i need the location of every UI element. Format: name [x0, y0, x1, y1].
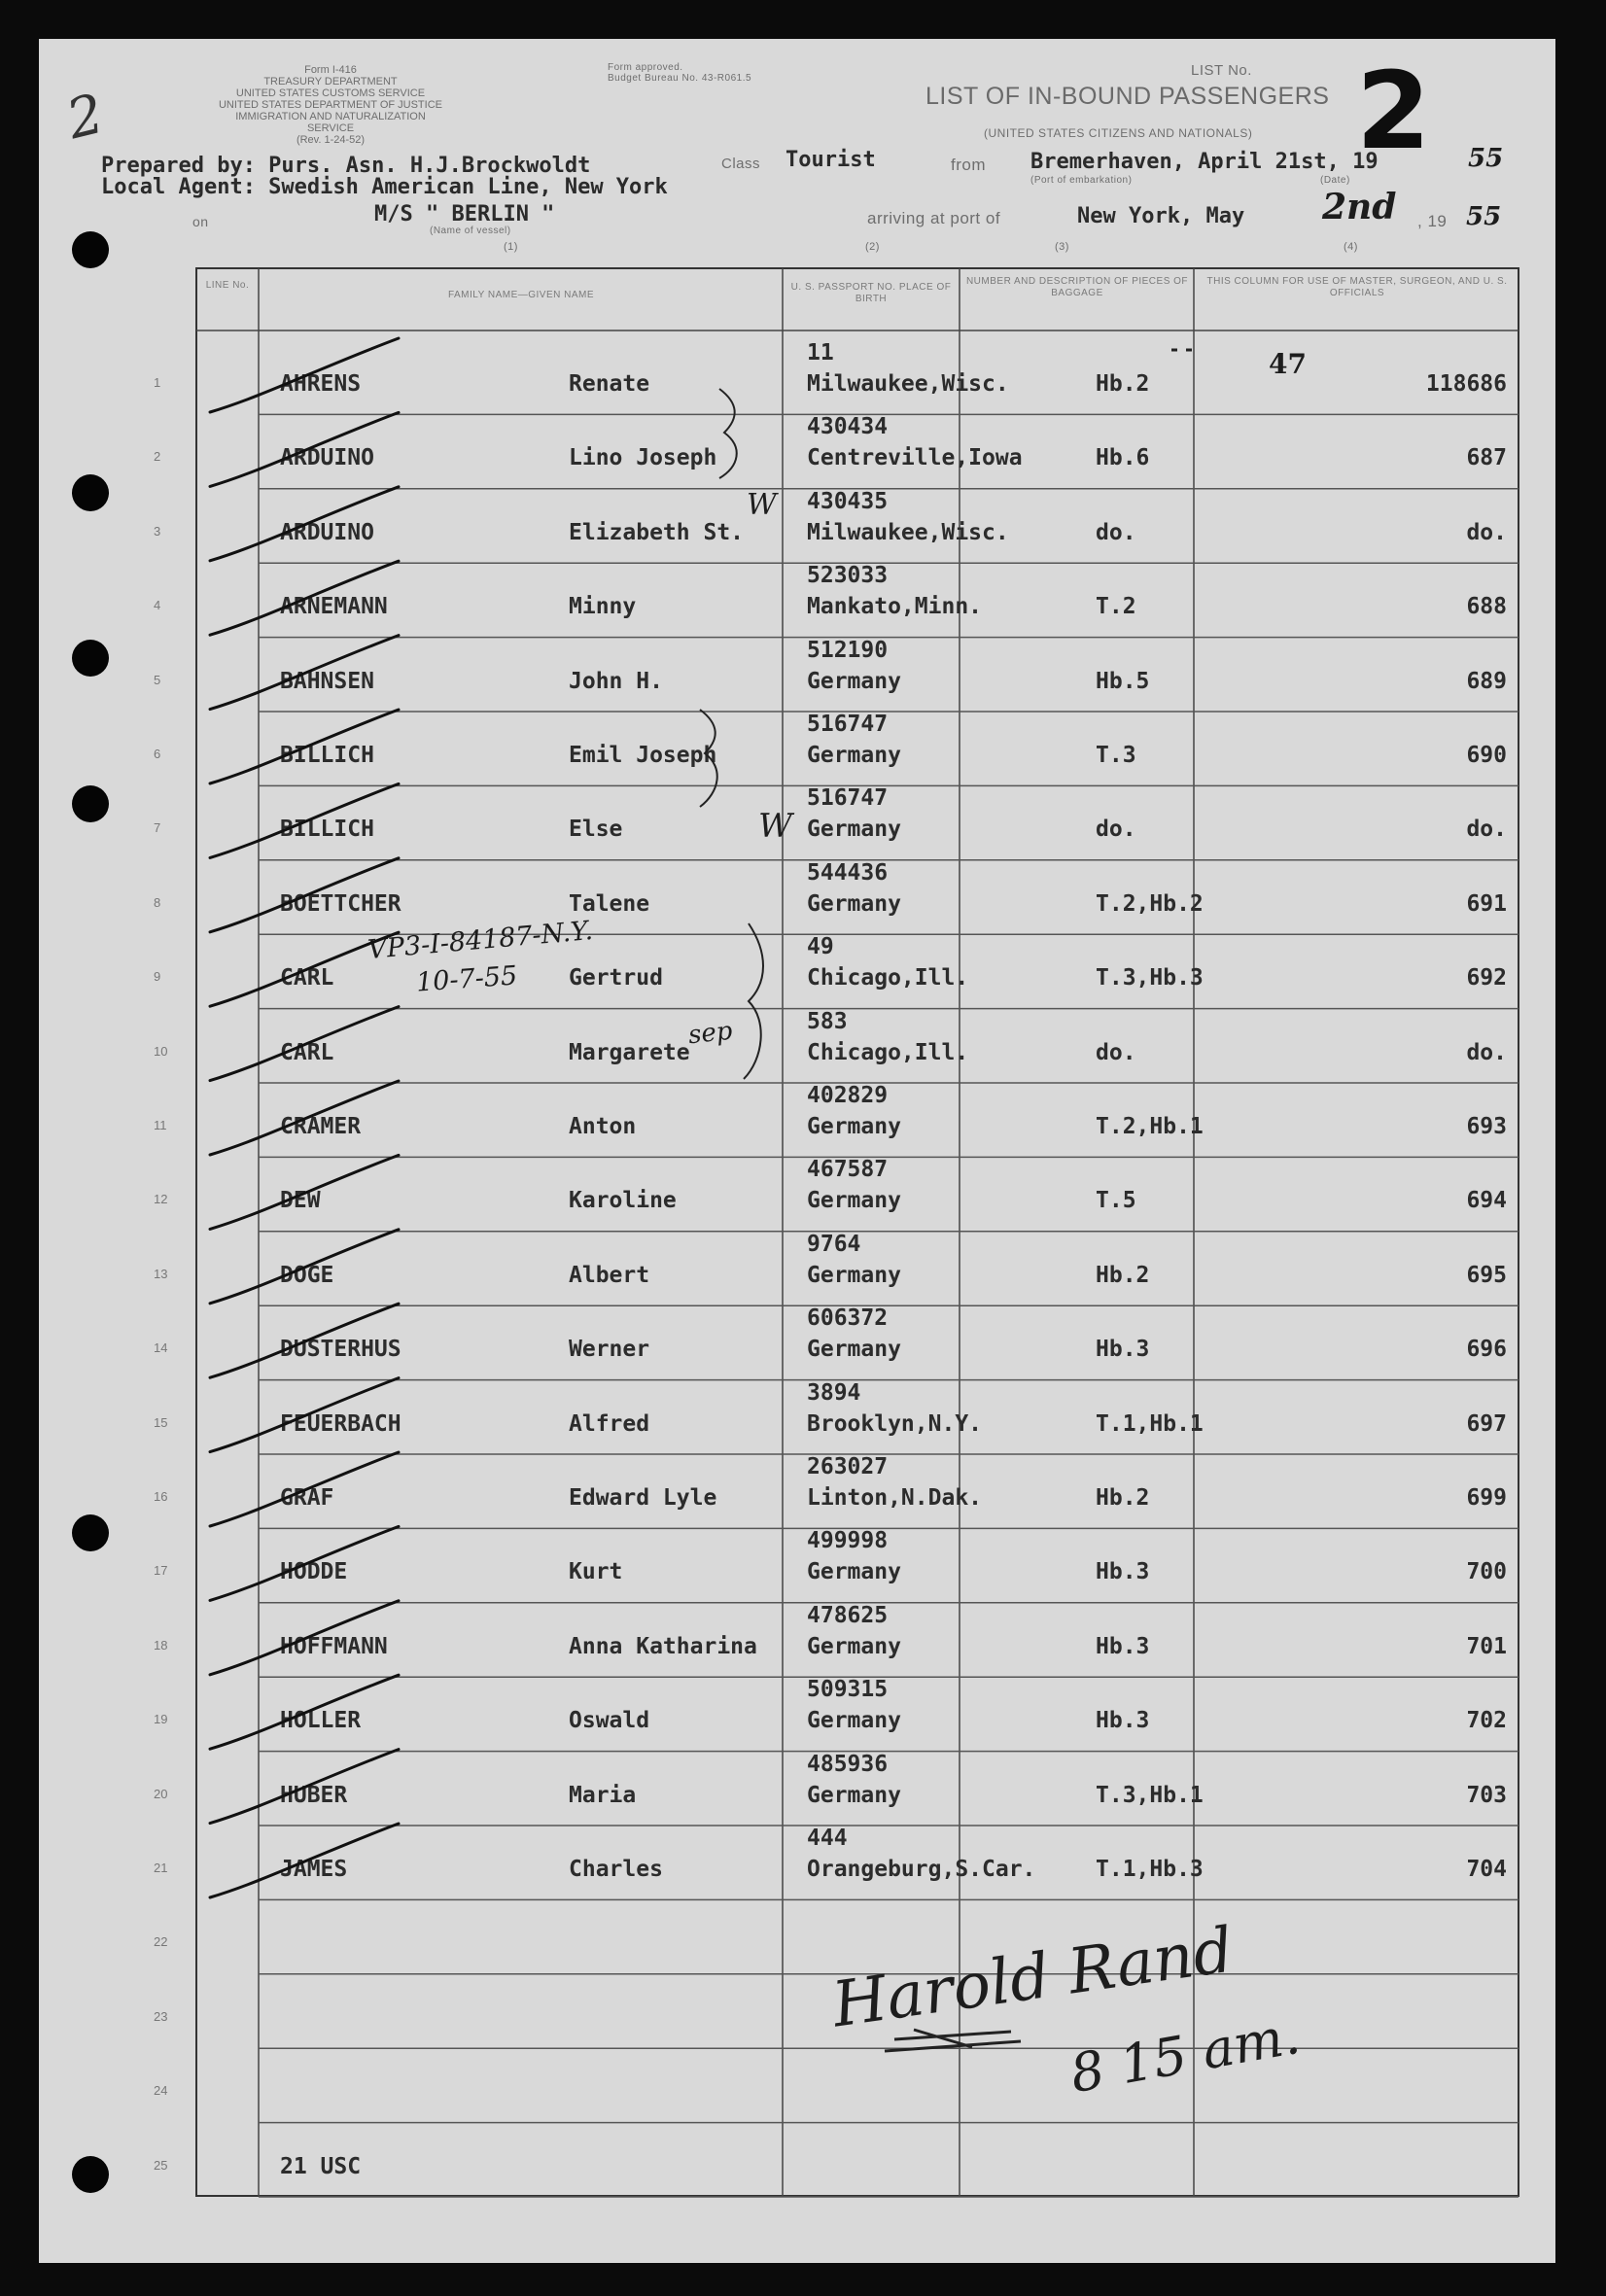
official-cell: 694 — [1466, 1188, 1507, 1214]
surname-cell: HODDE — [280, 1559, 348, 1585]
surname-cell: ARDUINO — [280, 519, 374, 545]
line-number: 8 — [154, 894, 161, 910]
surname-cell: HUBER — [280, 1782, 348, 1808]
form-identification — [214, 64, 447, 146]
surname-cell: DEW — [280, 1188, 321, 1214]
given-name-cell: Albert — [569, 1262, 650, 1288]
port-caption: (Port of embarkation) — [1030, 175, 1133, 186]
surname-cell: FEUERBACH — [280, 1410, 402, 1437]
on-label: on — [192, 214, 209, 229]
baggage-cell: Hb.3 — [1096, 1708, 1150, 1734]
line-number: 24 — [154, 2083, 168, 2099]
official-cell: 703 — [1466, 1782, 1507, 1808]
given-name-cell: Karoline — [569, 1188, 677, 1214]
w-mark: W — [758, 807, 792, 846]
table-row — [39, 1073, 1555, 1147]
arriving-year: 55 — [1466, 202, 1502, 231]
given-name-cell: Kurt — [569, 1559, 623, 1585]
official-cell: 695 — [1466, 1262, 1507, 1288]
birthplace-cell: Milwaukee,Wisc. — [807, 371, 1009, 397]
passport-cell: 49 — [807, 934, 834, 960]
line-number: 5 — [154, 672, 161, 687]
given-name-cell: Anton — [569, 1114, 637, 1139]
birthplace-cell: Mankato,Minn. — [807, 594, 983, 620]
official-cell: 688 — [1466, 594, 1507, 620]
surname-cell: 21 USC — [280, 2153, 362, 2179]
table-row — [39, 1667, 1555, 1741]
official-cell: 699 — [1466, 1485, 1507, 1511]
table-row — [39, 1222, 1555, 1296]
official-cell: 701 — [1466, 1633, 1507, 1659]
given-name-cell: Renate — [569, 371, 650, 397]
passport-cell: 430434 — [807, 414, 889, 440]
birthplace-cell: Brooklyn,N.Y. — [807, 1410, 983, 1437]
official-cell: do. — [1466, 817, 1507, 843]
manifest-title: LIST OF IN-BOUND PASSENGERS — [925, 83, 1330, 110]
line-number: 3 — [154, 523, 161, 539]
baggage-cell: Hb.6 — [1096, 445, 1150, 471]
birthplace-cell: Germany — [807, 1337, 901, 1363]
table-row — [39, 1518, 1555, 1592]
passport-cell: 430435 — [807, 488, 889, 514]
from-year: 55 — [1468, 144, 1504, 173]
passport-cell: 583 — [807, 1008, 848, 1034]
line-number: 20 — [154, 1786, 168, 1801]
baggage-cell: Hb.3 — [1096, 1337, 1150, 1363]
line-number: 22 — [154, 1934, 168, 1950]
baggage-cell: T.1,Hb.1 — [1096, 1410, 1204, 1437]
passport-cell: 485936 — [807, 1751, 889, 1777]
inspector-signature: Harold Rand — [827, 1914, 1239, 2042]
line-number: 23 — [154, 2008, 168, 2024]
given-name-cell: John H. — [569, 668, 663, 694]
table-row — [39, 924, 1555, 998]
birthplace-cell: Linton,N.Dak. — [807, 1485, 983, 1511]
form-line: TREASURY DEPARTMENT — [263, 76, 398, 87]
table-row — [39, 1296, 1555, 1370]
birthplace-cell: Germany — [807, 668, 901, 694]
baggage-cell: do. — [1096, 817, 1136, 843]
baggage-cell: Hb.2 — [1096, 1485, 1150, 1511]
table-row — [39, 776, 1555, 850]
official-cell: 693 — [1466, 1114, 1507, 1139]
table-row — [39, 1965, 1555, 2038]
form-approved-text: Form approved. — [608, 62, 683, 73]
official-cell: 697 — [1466, 1410, 1507, 1437]
header-passport: U. S. PASSPORT NO. PLACE OF BIRTH — [790, 282, 952, 304]
surname-cell: BILLICH — [280, 743, 374, 768]
surname-cell: BILLICH — [280, 817, 374, 843]
official-cell: 702 — [1466, 1708, 1507, 1734]
signature-time: 8 15 am. — [1065, 2003, 1305, 2105]
table-row — [39, 479, 1555, 553]
table-row — [39, 1444, 1555, 1518]
line-number: 13 — [154, 1266, 168, 1281]
official-cell: do. — [1466, 519, 1507, 545]
surname-cell: JAMES — [280, 1857, 348, 1882]
col-number: (3) — [1055, 241, 1069, 253]
official-cell: 704 — [1466, 1857, 1507, 1882]
form-line: (Rev. 1-24-52) — [296, 134, 366, 146]
table-row — [39, 999, 1555, 1073]
surname-cell: HOFFMANN — [280, 1633, 388, 1659]
col-number: (4) — [1344, 241, 1358, 253]
passport-cell: 467587 — [807, 1157, 889, 1183]
baggage-cell: Hb.3 — [1096, 1559, 1150, 1585]
official-cell: 696 — [1466, 1337, 1507, 1363]
given-name-cell: Lino Joseph — [569, 445, 717, 471]
header-baggage: NUMBER AND DESCRIPTION OF PIECES OF BAGGAGE — [965, 276, 1189, 298]
corner-mark: 2 — [60, 82, 110, 153]
passport-cell: 516747 — [807, 785, 889, 812]
given-name-cell: Werner — [569, 1337, 650, 1363]
birthplace-cell: Germany — [807, 1559, 901, 1585]
line-number: 17 — [154, 1563, 168, 1579]
given-name-cell: Anna Katharina — [569, 1633, 757, 1659]
sep-mark: sep — [686, 1016, 734, 1051]
surname-cell: ARDUINO — [280, 445, 374, 471]
form-line: Form I-416 — [304, 64, 357, 76]
local-agent: Local Agent: Swedish American Line, New York — [101, 175, 668, 199]
baggage-cell: T.3,Hb.1 — [1096, 1782, 1204, 1808]
baggage-cell: do. — [1096, 519, 1136, 545]
surname-cell: CRAMER — [280, 1114, 362, 1139]
surname-cell: DOGE — [280, 1262, 334, 1288]
surname-cell: DUSTERHUS — [280, 1337, 402, 1363]
passport-cell: 478625 — [807, 1602, 889, 1628]
given-name-cell: Maria — [569, 1782, 637, 1808]
baggage-cell: Hb.3 — [1096, 1633, 1150, 1659]
birthplace-cell: Germany — [807, 1114, 901, 1139]
line-number: 12 — [154, 1192, 168, 1207]
birthplace-cell: Chicago,Ill. — [807, 1039, 969, 1065]
birthplace-cell: Germany — [807, 817, 901, 843]
given-name-cell: Else — [569, 817, 623, 843]
table-row — [39, 1593, 1555, 1667]
list-no-label: LIST No. — [1191, 62, 1252, 79]
passport-cell: 512190 — [807, 637, 889, 663]
birthplace-cell: Germany — [807, 1188, 901, 1214]
prepared-by: Prepared by: Purs. Asn. H.J.Brockwoldt — [101, 154, 591, 178]
line-number: 7 — [154, 820, 161, 836]
passport-cell: 606372 — [807, 1305, 889, 1332]
from-value: Bremerhaven, April 21st, 19 — [1030, 150, 1379, 174]
official-cell: 690 — [1466, 743, 1507, 768]
manifest-subtitle: (UNITED STATES CITIZENS AND NATIONALS) — [984, 126, 1253, 140]
baggage-cell: T.5 — [1096, 1188, 1136, 1214]
given-name-cell: Emil Joseph — [569, 743, 717, 768]
passport-cell: 516747 — [807, 712, 889, 737]
baggage-cell: T.1,Hb.3 — [1096, 1857, 1204, 1882]
official-cell: 689 — [1466, 668, 1507, 694]
given-name-cell: Talene — [569, 890, 650, 917]
table-row — [39, 1816, 1555, 1890]
class-value: Tourist — [786, 148, 876, 172]
passport-cell: 402829 — [807, 1083, 889, 1108]
table-row — [39, 628, 1555, 702]
table-row — [39, 851, 1555, 924]
line-number: 2 — [154, 449, 161, 465]
official-cell: 700 — [1466, 1559, 1507, 1585]
line-number: 21 — [154, 1861, 168, 1875]
baggage-cell: T.3,Hb.3 — [1096, 965, 1204, 991]
baggage-cell: T.2 — [1096, 594, 1136, 620]
col-number: (1) — [504, 241, 518, 253]
line-number: 18 — [154, 1637, 168, 1652]
birthplace-cell: Germany — [807, 1708, 901, 1734]
table-row — [39, 1371, 1555, 1444]
header-name: FAMILY NAME—GIVEN NAME — [447, 290, 595, 300]
line-number: 11 — [154, 1118, 167, 1132]
vp-date: 10-7-55 — [415, 960, 519, 998]
line-number: 1 — [154, 375, 161, 390]
line-number: 10 — [154, 1043, 168, 1059]
baggage-cell: Hb.5 — [1096, 668, 1150, 694]
surname-cell: BOETTCHER — [280, 890, 402, 917]
birthplace-cell: Germany — [807, 890, 901, 917]
birthplace-cell: Germany — [807, 743, 901, 768]
passport-cell: 11 — [807, 340, 834, 365]
birthplace-cell: Milwaukee,Wisc. — [807, 519, 1009, 545]
passport-cell: 499998 — [807, 1528, 889, 1554]
baggage-cell: do. — [1096, 1039, 1136, 1065]
surname-cell: AHRENS — [280, 371, 362, 397]
baggage-cell: Hb.2 — [1096, 371, 1150, 397]
table-row — [39, 1890, 1555, 1964]
birthplace-cell: Germany — [807, 1782, 901, 1808]
surname-cell: CARL — [280, 965, 334, 991]
birthplace-cell: Chicago,Ill. — [807, 965, 969, 991]
budget-bureau-text: Budget Bureau No. 43-R061.5 — [608, 73, 752, 84]
col-number: (2) — [865, 241, 880, 253]
given-name-cell: Minny — [569, 594, 637, 620]
official-cell: 691 — [1466, 890, 1507, 917]
surname-cell: HOLLER — [280, 1708, 362, 1734]
passport-cell: 3894 — [807, 1379, 861, 1406]
table-row — [39, 553, 1555, 627]
arriving-value: New York, May — [1077, 204, 1245, 228]
surname-cell: BAHNSEN — [280, 668, 374, 694]
vessel-caption: (Name of vessel) — [430, 226, 511, 236]
passport-cell: 263027 — [807, 1454, 889, 1479]
official-cell: do. — [1466, 1039, 1507, 1065]
given-name-cell: Charles — [569, 1857, 663, 1882]
given-name-cell: Elizabeth St. — [569, 519, 745, 545]
line-number: 16 — [154, 1489, 168, 1504]
header-official: THIS COLUMN FOR USE OF MASTER, SURGEON, AND U. S. OFFICIALS — [1206, 276, 1508, 298]
line-number: 15 — [154, 1414, 168, 1430]
vp-note: VP3-I-84187-N.Y. — [367, 915, 595, 966]
baggage-cell: T.2,Hb.1 — [1096, 1114, 1204, 1139]
header-line-no: LINE No. — [205, 280, 250, 291]
vessel-name: M/S " BERLIN " — [374, 202, 555, 226]
passport-cell: 509315 — [807, 1677, 889, 1703]
arriving-label: arriving at port of — [867, 209, 1001, 227]
class-label: Class — [721, 156, 761, 172]
official-cell: 687 — [1466, 445, 1507, 471]
baggage-cell: T.2,Hb.2 — [1096, 890, 1204, 917]
w-mark: W — [747, 488, 777, 522]
surname-cell: ARNEMANN — [280, 594, 388, 620]
line-number: 6 — [154, 747, 161, 761]
given-name-cell: Alfred — [569, 1410, 650, 1437]
given-name-cell: Edward Lyle — [569, 1485, 717, 1511]
table-row — [39, 330, 1555, 404]
birthplace-cell: Centreville,Iowa — [807, 445, 1023, 471]
from-label: from — [951, 156, 986, 174]
official-cell: 118686 — [1425, 371, 1507, 397]
arriving-day: 2nd — [1322, 187, 1397, 227]
count-annotation: 47 — [1269, 348, 1307, 380]
form-approved — [608, 62, 751, 84]
form-line: UNITED STATES CUSTOMS SERVICE — [235, 87, 426, 99]
table-row — [39, 702, 1555, 776]
birthplace-cell: Germany — [807, 1633, 901, 1659]
baggage-cell: T.3 — [1096, 743, 1136, 768]
form-line: UNITED STATES DEPARTMENT OF JUSTICE — [218, 99, 442, 111]
surname-cell: CARL — [280, 1039, 334, 1065]
table-row — [39, 1147, 1555, 1221]
baggage-cell: Hb.2 — [1096, 1262, 1150, 1288]
table-row — [39, 404, 1555, 478]
list-number: 2 — [1356, 49, 1431, 173]
line-number: 14 — [154, 1340, 168, 1356]
line-number: 9 — [154, 969, 161, 985]
manifest-page — [39, 39, 1555, 2263]
line-number: 4 — [154, 598, 161, 613]
binder-hole — [72, 231, 109, 268]
birthplace-cell: Germany — [807, 1262, 901, 1288]
surname-cell: GRAF — [280, 1485, 334, 1511]
passport-cell: 9764 — [807, 1231, 861, 1257]
given-name-cell: Gertrud — [569, 965, 663, 991]
official-cell: 692 — [1466, 965, 1507, 991]
date-caption: (Date) — [1320, 175, 1350, 186]
form-line: IMMIGRATION AND NATURALIZATION SERVICE — [235, 111, 426, 134]
passport-cell: 523033 — [807, 563, 889, 589]
table-row — [39, 2038, 1555, 2112]
passport-cell: 544436 — [807, 859, 889, 886]
birthplace-cell: Orangeburg,S.Car. — [807, 1857, 1036, 1882]
line-number: 25 — [154, 2157, 168, 2173]
arriving-year-prefix: , 19 — [1417, 212, 1448, 230]
table-row — [39, 2113, 1555, 2187]
given-name-cell: Margarete — [569, 1039, 690, 1065]
passport-cell: 444 — [807, 1826, 848, 1851]
table-row — [39, 1742, 1555, 1816]
given-name-cell: Oswald — [569, 1708, 650, 1734]
line-number: 19 — [154, 1712, 168, 1727]
